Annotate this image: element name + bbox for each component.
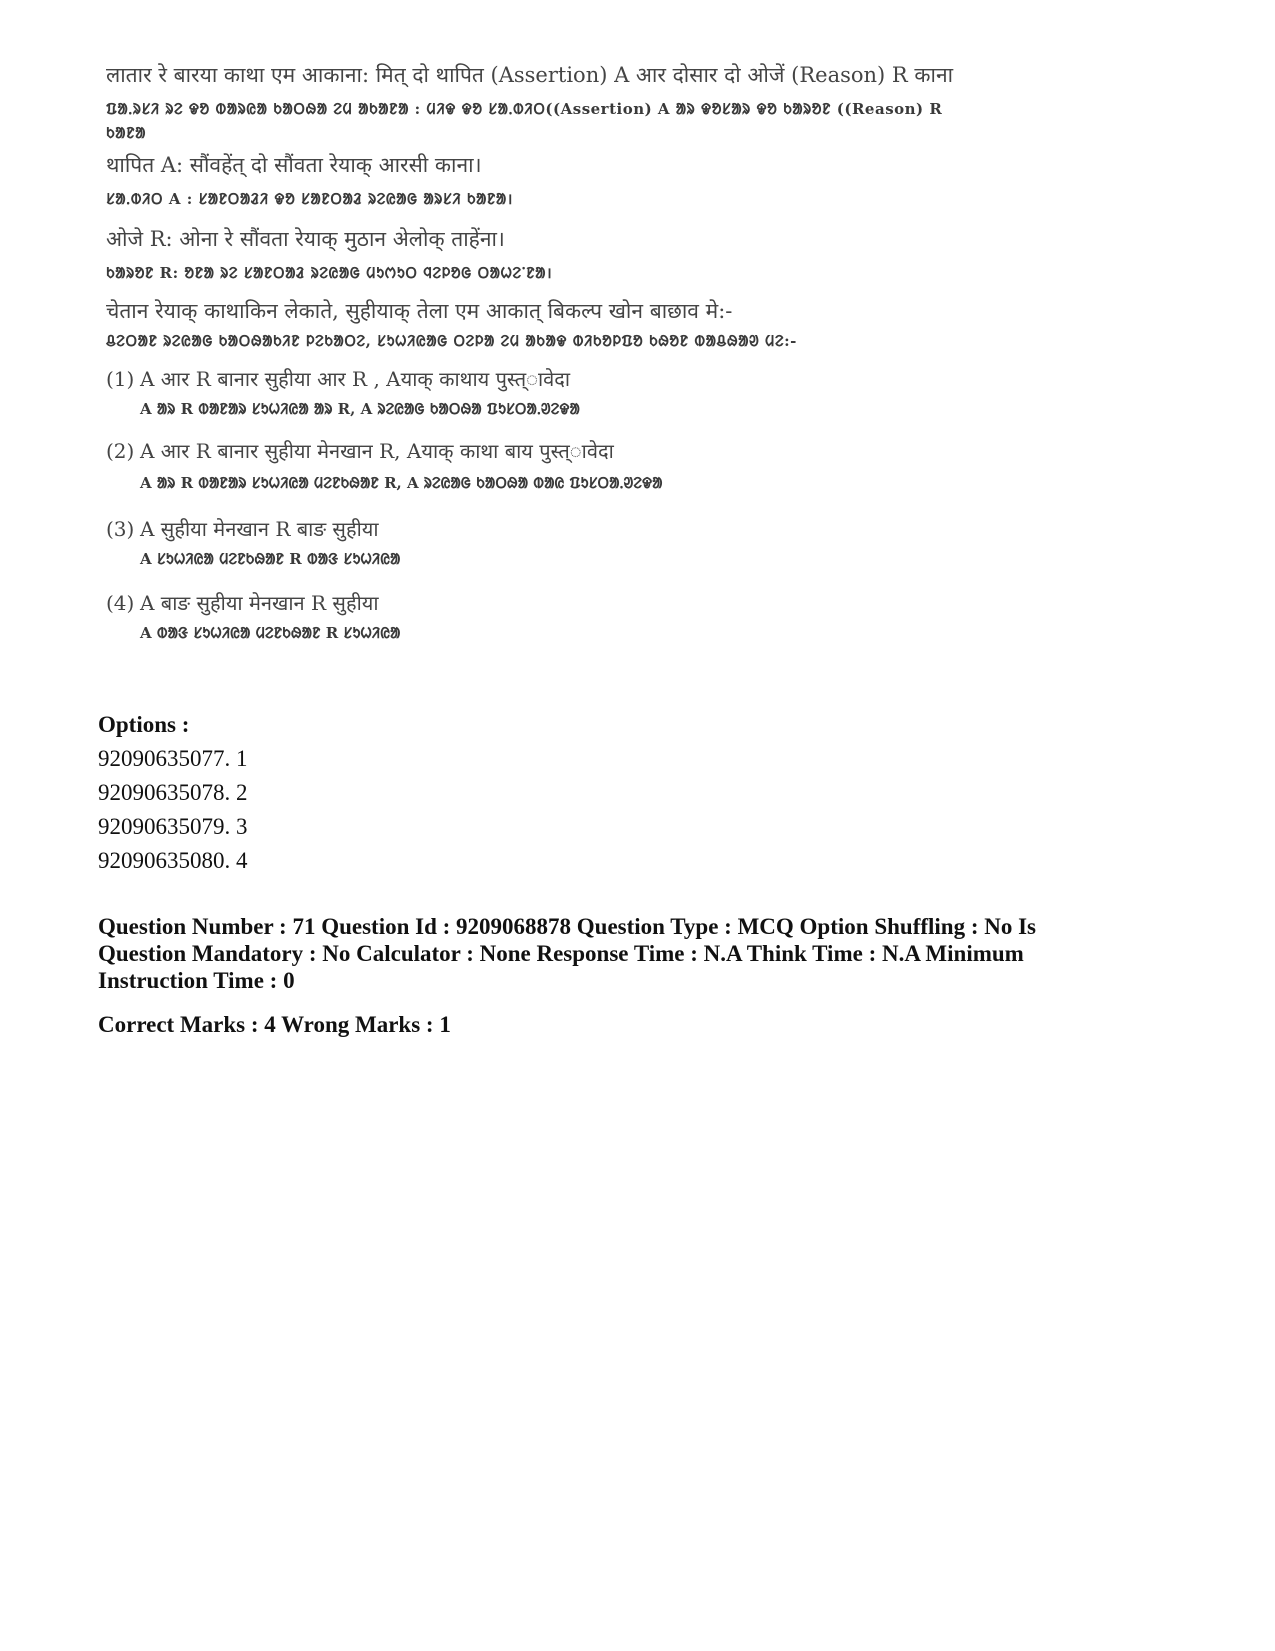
option-item-4: 92090635080. 4 [98, 848, 248, 873]
marks-info: Correct Marks : 4 Wrong Marks : 1 [98, 1012, 451, 1037]
choice-1-number: (1) [106, 367, 135, 391]
choice-4-olchiki: A ᱵᱟᱝ ᱥᱩᱦᱤᱭᱟ ᱢᱮᱱᱠᱷᱟᱱ R ᱥᱩᱦᱤᱭᱟ [140, 624, 401, 642]
question-metadata: Question Number : 71 Question Id : 9209068878 Question Type : MCQ Option Shuffling : No Is Question Mandatory : No Calculator : None Response Time : N.A Think Time : N.A Minimum Instruction Time : 0 [98, 914, 1037, 993]
intro-olchiki-cont: ᱠᱟᱱᱟ [106, 124, 146, 142]
choice-4-hindi: A बाङ सुहीया मेनखान R सुहीया [140, 591, 379, 615]
choice-3-hindi: A सुहीया मेनखान R बाङ सुहीया [140, 517, 379, 541]
option-item-2: 92090635078. 2 [98, 780, 248, 805]
reason-olchiki: ᱠᱟᱨᱚᱱ R: ᱚᱱᱟ ᱨᱮ ᱥᱟᱱᱛᱟᱲ ᱨᱮᱭᱟᱜ ᱢᱩᱬᱩᱛ ᱧᱮᱞᱚᱜ ᱛᱟᱦᱮᱸᱱᱟ। [106, 264, 553, 282]
reason-hindi: ओजे R: ओना रे सौंवता रेयाक् मुठान अेलोक् ताहेंना। [106, 227, 505, 251]
choice-2-hindi: A आर R बानार सुहीया मेनखान R, Aयाक् काथा बाय पुस्त्ावेदा [140, 439, 614, 463]
assertion-hindi: थापित A: सौंवहेंत् दो सौंवता रेयाक् आरसी काना। [106, 153, 482, 177]
assertion-olchiki: ᱥᱟᱹᱵᱤᱛ A : ᱥᱟᱱᱛᱟᱲᱤ ᱫᱚ ᱥᱟᱱᱛᱟᱲ ᱨᱮᱭᱟᱜ ᱟᱨᱥᱤ ᱠᱟᱱᱟ। [106, 190, 513, 208]
intro-olchiki: ᱯᱟᱹᱨᱥᱤ ᱨᱮ ᱫᱚ ᱵᱟᱨᱭᱟ ᱠᱟᱛᱷᱟ ᱮᱢ ᱟᱠᱟᱱᱟ : ᱢᱤᱫ ᱫᱚ ᱥᱟᱹᱵᱤᱛ((Assertion) A ᱟᱨ ᱫᱚᱥᱟᱨ ᱫᱚ ᱠᱟᱨᱚᱱ ((Reason) R [106, 100, 943, 118]
intro-hindi: लातार रे बारया काथा एम आकाना: मित् दो थापित (Assertion) A आर दोसार दो ओजें (Reason) R काना [106, 63, 954, 87]
choice-2-olchiki: A ᱟᱨ R ᱵᱟᱱᱟᱨ ᱥᱩᱦᱤᱭᱟ ᱢᱮᱱᱠᱷᱟᱱ R, A ᱨᱮᱭᱟᱜ ᱠᱟᱛᱷᱟ ᱵᱟᱭ ᱯᱩᱥᱛᱟᱹᱣᱮᱫᱟ [140, 474, 663, 492]
instruction-hindi: चेतान रेयाक् काथाकिन लेकाते, सुहीयाक् तेला एम आकात् बिकल्प खोन बाछाव मे:- [106, 299, 733, 323]
choice-3-number: (3) [106, 517, 135, 541]
question-image [96, 52, 956, 682]
choice-3-olchiki: A ᱥᱩᱦᱤᱭᱟ ᱢᱮᱱᱠᱷᱟᱱ R ᱵᱟᱝ ᱥᱩᱦᱤᱭᱟ [140, 550, 401, 568]
choice-2-number: (2) [106, 439, 135, 463]
option-item-3: 92090635079. 3 [98, 814, 248, 839]
choice-1-olchiki: A ᱟᱨ R ᱵᱟᱱᱟᱨ ᱥᱩᱦᱤᱭᱟ ᱟᱨ R, A ᱨᱮᱭᱟᱜ ᱠᱟᱛᱷᱟ ᱯᱩᱥᱛᱟᱹᱣᱮᱫᱟ [140, 400, 580, 418]
options-heading: Options : [98, 712, 190, 737]
instruction-olchiki: ᱪᱮᱛᱟᱱ ᱨᱮᱭᱟᱜ ᱠᱟᱛᱷᱟᱠᱤᱱ ᱞᱮᱠᱟᱛᱮ, ᱥᱩᱦᱤᱭᱟᱜ ᱛᱮᱞᱟ ᱮᱢ ᱟᱠᱟᱫ ᱵᱤᱠᱚᱞᱯᱚ ᱠᱷᱚᱱ ᱵᱟᱪᱷᱟᱣ ᱢᱮ:- [106, 332, 797, 350]
choice-1-hindi: A आर R बानार सुहीया आर R , Aयाक् काथाय पुस्त्ावेदा [140, 367, 571, 391]
option-item-1: 92090635077. 1 [98, 746, 248, 771]
choice-4-number: (4) [106, 591, 135, 615]
